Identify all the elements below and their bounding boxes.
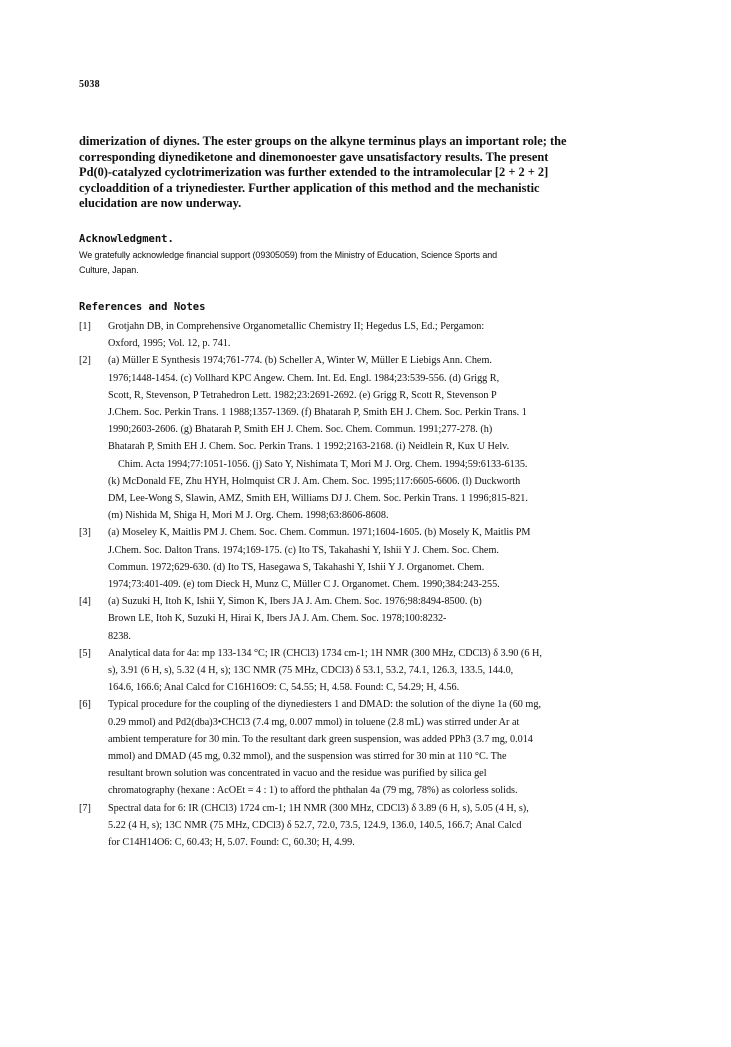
reference-item — [79, 524, 627, 593]
reference-item — [79, 318, 627, 352]
reference-item — [79, 645, 627, 697]
intro-line: elucidation are now underway. — [79, 196, 242, 210]
reference-item — [79, 593, 627, 645]
reference-line: 1974;73:401-409. (e) tom Dieck H, Munz C, Müller C J. Organomet. Chem. 1990;384:243-255. — [108, 579, 500, 591]
reference-line: Commun. 1972;629-630. (d) Ito TS, Hasegawa S, Takahashi Y, Ishii Y J. Organomet. Chem. — [108, 561, 485, 573]
reference-item — [79, 800, 627, 852]
reference-number: [4] — [79, 596, 91, 608]
acknowledgment-heading: Acknowledgment. — [79, 233, 174, 245]
intro-line: Pd(0)-catalyzed cyclotrimerization was further extended to the intramolecular [2 + 2 + 2] — [79, 165, 549, 179]
reference-line: 5.22 (4 H, s); 13C NMR (75 MHz, CDCl3) δ 52.7, 72.0, 73.5, 124.9, 136.0, 140.5, 166.7; Anal Calcd — [108, 819, 522, 831]
reference-number: [6] — [79, 699, 91, 711]
reference-line: Bhatarah P, Smith EH J. Chem. Soc. Perkin Trans. 1 1992;2163-2168. (i) Neidlein R, Kux U Helv. — [108, 441, 510, 453]
references-heading: References and Notes — [79, 301, 206, 313]
reference-line: DM, Lee-Wong S, Slawin, AMZ, Smith EH, Williams DJ J. Chem. Soc. Perkin Trans. 1 1996;815-821. — [108, 493, 528, 505]
reference-line: (a) Müller E Synthesis 1974;761-774. (b) Scheller A, Winter W, Müller E Liebigs Ann. Chem. — [108, 355, 492, 367]
reference-line: 8238. — [108, 630, 131, 642]
reference-line: Spectral data for 6: IR (CHCl3) 1724 cm-1; 1H NMR (300 MHz, CDCl3) δ 3.89 (6 H, s), 5.05 (4 H, s), — [108, 802, 529, 814]
reference-number: [7] — [79, 802, 91, 814]
reference-line: Brown LE, Itoh K, Suzuki H, Hirai K, Ibers JA J. Am. Chem. Soc. 1978;100:8232- — [108, 613, 447, 625]
reference-number: [1] — [79, 321, 91, 332]
reference-line: 164.6, 166.6; Anal Calcd for C16H16O9: C, 54.55; H, 4.58. Found: C, 54.29; H, 4.56. — [108, 682, 460, 694]
intro-line: cycloaddition of a triynediester. Further application of this method and the mechanistic — [79, 180, 540, 195]
reference-line: mmol) and DMAD (45 mg, 0.32 mmol), and the suspension was stirred for 30 min at 110 °C. The — [108, 751, 507, 763]
reference-line: Analytical data for 4a: mp 133-134 °C; IR (CHCl3) 1734 cm-1; 1H NMR (300 MHz, CDCl3) δ 3.90 (6 H, — [108, 647, 542, 659]
reference-line: (k) McDonald FE, Zhu HYH, Holmquist CR J. Am. Chem. Soc. 1995;117:6605-6606. (l) Duckworth — [108, 475, 521, 487]
reference-item — [79, 696, 627, 799]
reference-line: for C14H14O6: C, 60.43; H, 5.07. Found: C, 60.30; H, 4.99. — [108, 837, 355, 849]
reference-line: Oxford, 1995; Vol. 12, p. 741. — [108, 338, 231, 350]
acknowledgment-text — [79, 248, 619, 278]
acknowledgment-line: Culture, Japan. — [79, 265, 139, 275]
reference-line: resultant brown solution was concentrated in vacuo and the residue was purified by silica gel — [108, 768, 487, 780]
reference-line: (a) Moseley K, Maitlis PM J. Chem. Soc. Chem. Commun. 1971;1604-1605. (b) Mosely K, Maitlis PM — [108, 527, 531, 539]
reference-line: Typical procedure for the coupling of the diynediesters 1 and DMAD: the solution of the diyne 1a (60 mg, — [108, 699, 541, 711]
acknowledgment-line: We gratefully acknowledge financial support (09305059) from the Ministry of Education, Science Sports and — [79, 250, 498, 260]
reference-line: Scott, R, Stevenson, P Tetrahedron Lett. 1982;23:2691-2692. (e) Grigg R, Scott R, Stevenson P — [108, 389, 497, 401]
reference-line: 1990;2603-2606. (g) Bhatarah P, Smith EH J. Chem. Soc. Chem. Commun. 1991;277-278. (h) — [108, 424, 493, 436]
reference-item — [79, 352, 627, 524]
intro-line: dimerization of diynes. The ester groups on the alkyne terminus plays an important role; the — [79, 134, 567, 148]
reference-line: 0.29 mmol) and Pd2(dba)3•CHCl3 (7.4 mg, 0.007 mmol) in toluene (2.8 mL) was stirred under Ar at — [108, 716, 520, 728]
reference-line: s), 3.91 (6 H, s), 5.32 (4 H, s); 13C NMR (75 MHz, CDCl3) δ 53.1, 53.2, 74.1, 126.3, 133.5, 144.0, — [108, 665, 514, 677]
references-list — [79, 318, 627, 851]
page-number: 5038 — [79, 79, 100, 90]
reference-line: (m) Nishida M, Shiga H, Mori M J. Org. Chem. 1998;63:8606-8608. — [108, 510, 389, 522]
reference-line: J.Chem. Soc. Dalton Trans. 1974;169-175. (c) Ito TS, Takahashi Y, Ishii Y J. Chem. Soc. Chem. — [108, 544, 499, 556]
reference-number: [3] — [79, 527, 91, 539]
intro-paragraph — [79, 134, 624, 212]
reference-line: J.Chem. Soc. Perkin Trans. 1 1988;1357-1369. (f) Bhatarah P, Smith EH J. Chem. Soc. Perkin Trans. 1 — [108, 407, 527, 419]
reference-line: Chim. Acta 1994;77:1051-1056. (j) Sato Y, Nishimata T, Mori M J. Org. Chem. 1994;59:6133-6135. — [118, 458, 528, 470]
reference-line: (a) Suzuki H, Itoh K, Ishii Y, Simon K, Ibers JA J. Am. Chem. Soc. 1976;98:8494-8500. (b) — [108, 596, 482, 608]
reference-line: chromatography (hexane : AcOEt = 4 : 1) to afford the phthalan 4a (79 mg, 78%) as colorless solids. — [108, 785, 518, 797]
reference-number: [2] — [79, 355, 91, 367]
reference-number: [5] — [79, 647, 91, 659]
intro-line: corresponding diynediketone and dinemonoester gave unsatisfactory results. The present — [79, 149, 549, 164]
reference-line: Grotjahn DB, in Comprehensive Organometallic Chemistry II; Hegedus LS, Ed.; Pergamon: — [108, 321, 485, 332]
reference-line: ambient temperature for 30 min. To the resultant dark green suspension, was added PPh3 (3.7 mg, 0.014 — [108, 733, 533, 745]
reference-line: 1976;1448-1454. (c) Vollhard KPC Angew. Chem. Int. Ed. Engl. 1984;23:539-556. (d) Grigg R, — [108, 372, 500, 384]
